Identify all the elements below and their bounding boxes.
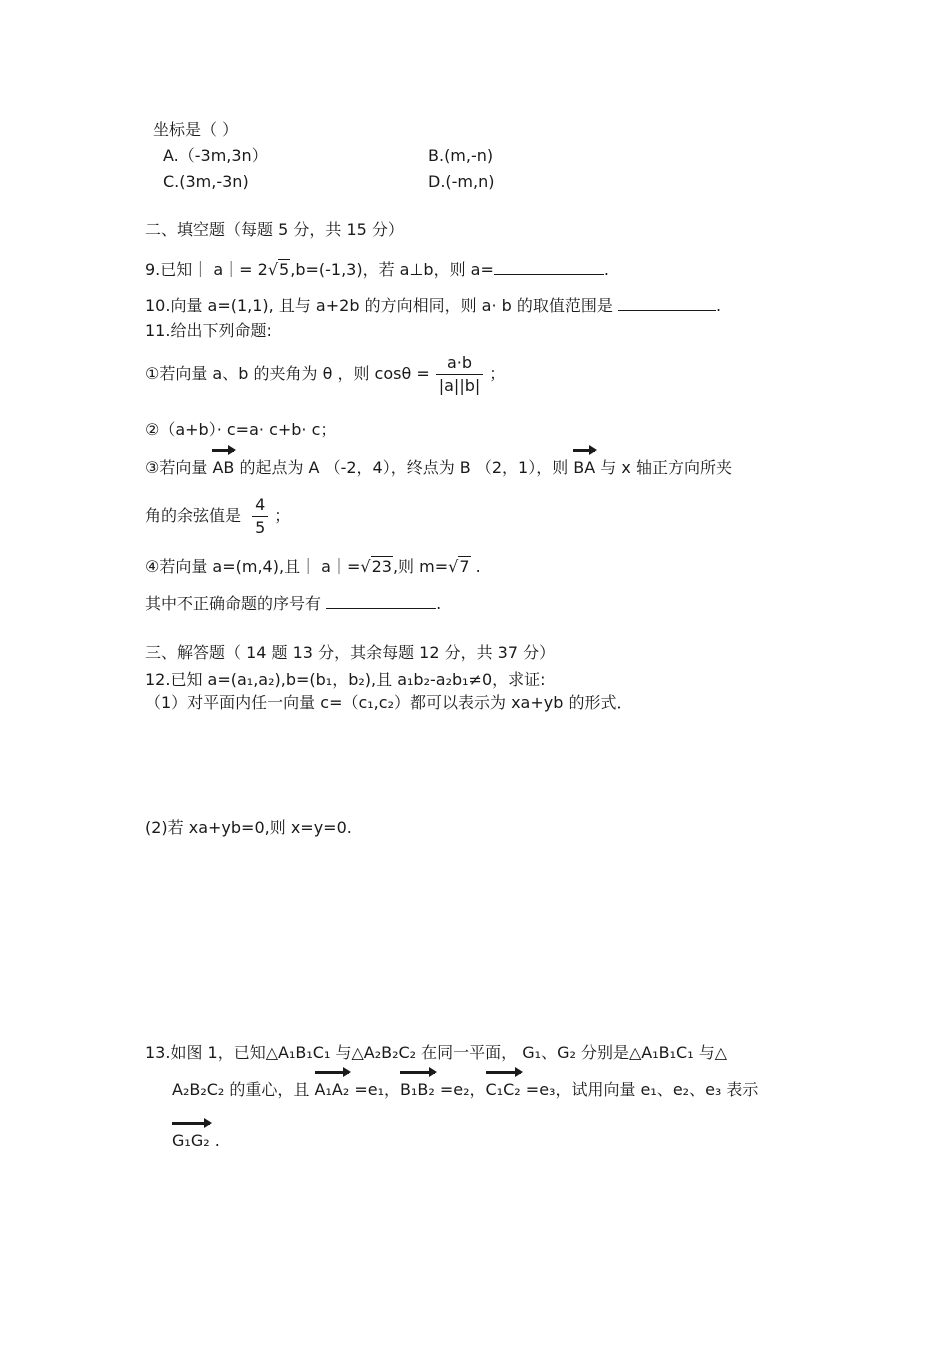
q9-pre: 9.已知｜ a｜= 2 <box>145 260 268 279</box>
q11-prop1-fraction: $\frac{a\cdot b}{|a||b|}$ <box>436 352 484 397</box>
vector-b1b2: B₁B₂ <box>400 1080 435 1100</box>
vector-c1c2: C₁C₂ <box>486 1080 521 1100</box>
q13-v2-eq: =e₂， <box>434 1080 486 1099</box>
q11-prop4-mid: ,则 m= <box>392 557 449 576</box>
q11-prop3-line2-text: 角的余弦值是 <box>145 506 247 525</box>
vector-ab: AB <box>212 458 234 478</box>
q13-v1-eq: =e₁， <box>349 1080 400 1099</box>
section2-heading: 二、填空题（每题 5 分，共 15 分） <box>145 220 404 239</box>
q11-final-blank <box>326 594 436 609</box>
q11-prop3 <box>145 458 732 478</box>
q11-prop3-fraction: $\frac{4}{5}$ <box>252 494 268 539</box>
q8-stem-tail: 坐标是（ ） <box>153 120 239 139</box>
q13-end: . <box>209 1131 220 1150</box>
vector-arrow-icon <box>212 449 234 458</box>
q13-line2-pre: A₂B₂C₂ 的重心，且 <box>172 1080 315 1099</box>
q11-prop1-end: ； <box>489 364 506 383</box>
q11-prop4-end: . <box>470 557 481 576</box>
q9 <box>145 260 609 280</box>
vector-arrow-icon <box>400 1071 435 1080</box>
q11-prop4 <box>145 557 481 577</box>
q12-line1: 12.已知 a=(a₁,a₂),b=(b₁，b₂),且 a₁b₂-a₂b₁≠0，求证: <box>145 670 546 689</box>
vector-arrow-icon <box>573 449 595 458</box>
q11-final <box>145 594 441 614</box>
vector-g1g2: G₁G₂ <box>172 1131 210 1151</box>
q11-prop4-pre: ④若向量 a=(m,4),且｜ a｜= <box>145 557 361 576</box>
q11-prop3-end: ； <box>274 506 291 525</box>
q12-part2: (2)若 xa+yb=0,则 x=y=0. <box>145 818 352 837</box>
q11-prop3-post: 与 x 轴正方向所夹 <box>595 458 732 477</box>
q11-prop4-sqrt1: √23 <box>360 557 392 576</box>
vector-arrow-icon <box>172 1122 210 1131</box>
q10-end: . <box>715 296 722 315</box>
q8-option-c: C.(3m,-3n) <box>163 172 249 191</box>
q9-blank <box>494 260 604 275</box>
q8-option-a: A.（-3m,3n） <box>163 146 268 165</box>
q11-final-text: 其中不正确命题的序号有 <box>145 594 327 613</box>
q11-prop3-pre: ③若向量 <box>145 458 213 477</box>
q13-line3 <box>172 1131 220 1151</box>
q9-end: . <box>603 260 609 279</box>
q9-sqrt: √5 <box>267 260 290 279</box>
vector-ba: BA <box>573 458 595 478</box>
vector-a1a2: A₁A₂ <box>315 1080 350 1100</box>
section3-heading: 三、解答题（ 14 题 13 分，其余每题 12 分，共 37 分） <box>145 643 556 662</box>
vector-arrow-icon <box>315 1071 350 1080</box>
q11-prop3-mid: 的起点为 A （-2，4），终点为 B （2，1），则 <box>234 458 574 477</box>
q11-final-end: . <box>436 594 442 613</box>
q11-prop2: ②（a+b）· c=a· c+b· c； <box>145 420 337 439</box>
q10-blank <box>618 296 716 311</box>
q11-prop1-pre: ①若向量 a、b 的夹角为 θ ，则 cosθ = <box>145 364 430 383</box>
q10 <box>145 296 721 316</box>
q13-line2 <box>172 1080 758 1100</box>
q13-v3-eq: =e₃，试用向量 e₁、e₂、e₃ 表示 <box>520 1080 759 1099</box>
q8-option-d: D.(-m,n) <box>428 172 495 191</box>
q11-prop4-sqrt2: √7 <box>448 557 470 576</box>
q12-part1: （1）对平面内任一向量 c=（c₁,c₂）都可以表示为 xa+yb 的形式． <box>145 693 633 712</box>
q13-line1: 13.如图 1，已知△A₁B₁C₁ 与△A₂B₂C₂ 在同一平面， G₁、G₂ 分别是△A₁B₁C₁ 与△ <box>145 1043 727 1062</box>
vector-arrow-icon <box>486 1071 521 1080</box>
q9-post: ,b=(-1,3)，若 a⊥b，则 a= <box>290 260 494 279</box>
q11-prop1 <box>145 352 505 397</box>
q11-title: 11.给出下列命题: <box>145 321 272 340</box>
q10-text: 10.向量 a=(1,1), 且与 a+2b 的方向相同，则 a· b 的取值范围是 <box>145 296 618 315</box>
q11-prop3-line2 <box>145 494 290 539</box>
q8-option-b: B.(m,-n) <box>428 146 494 165</box>
